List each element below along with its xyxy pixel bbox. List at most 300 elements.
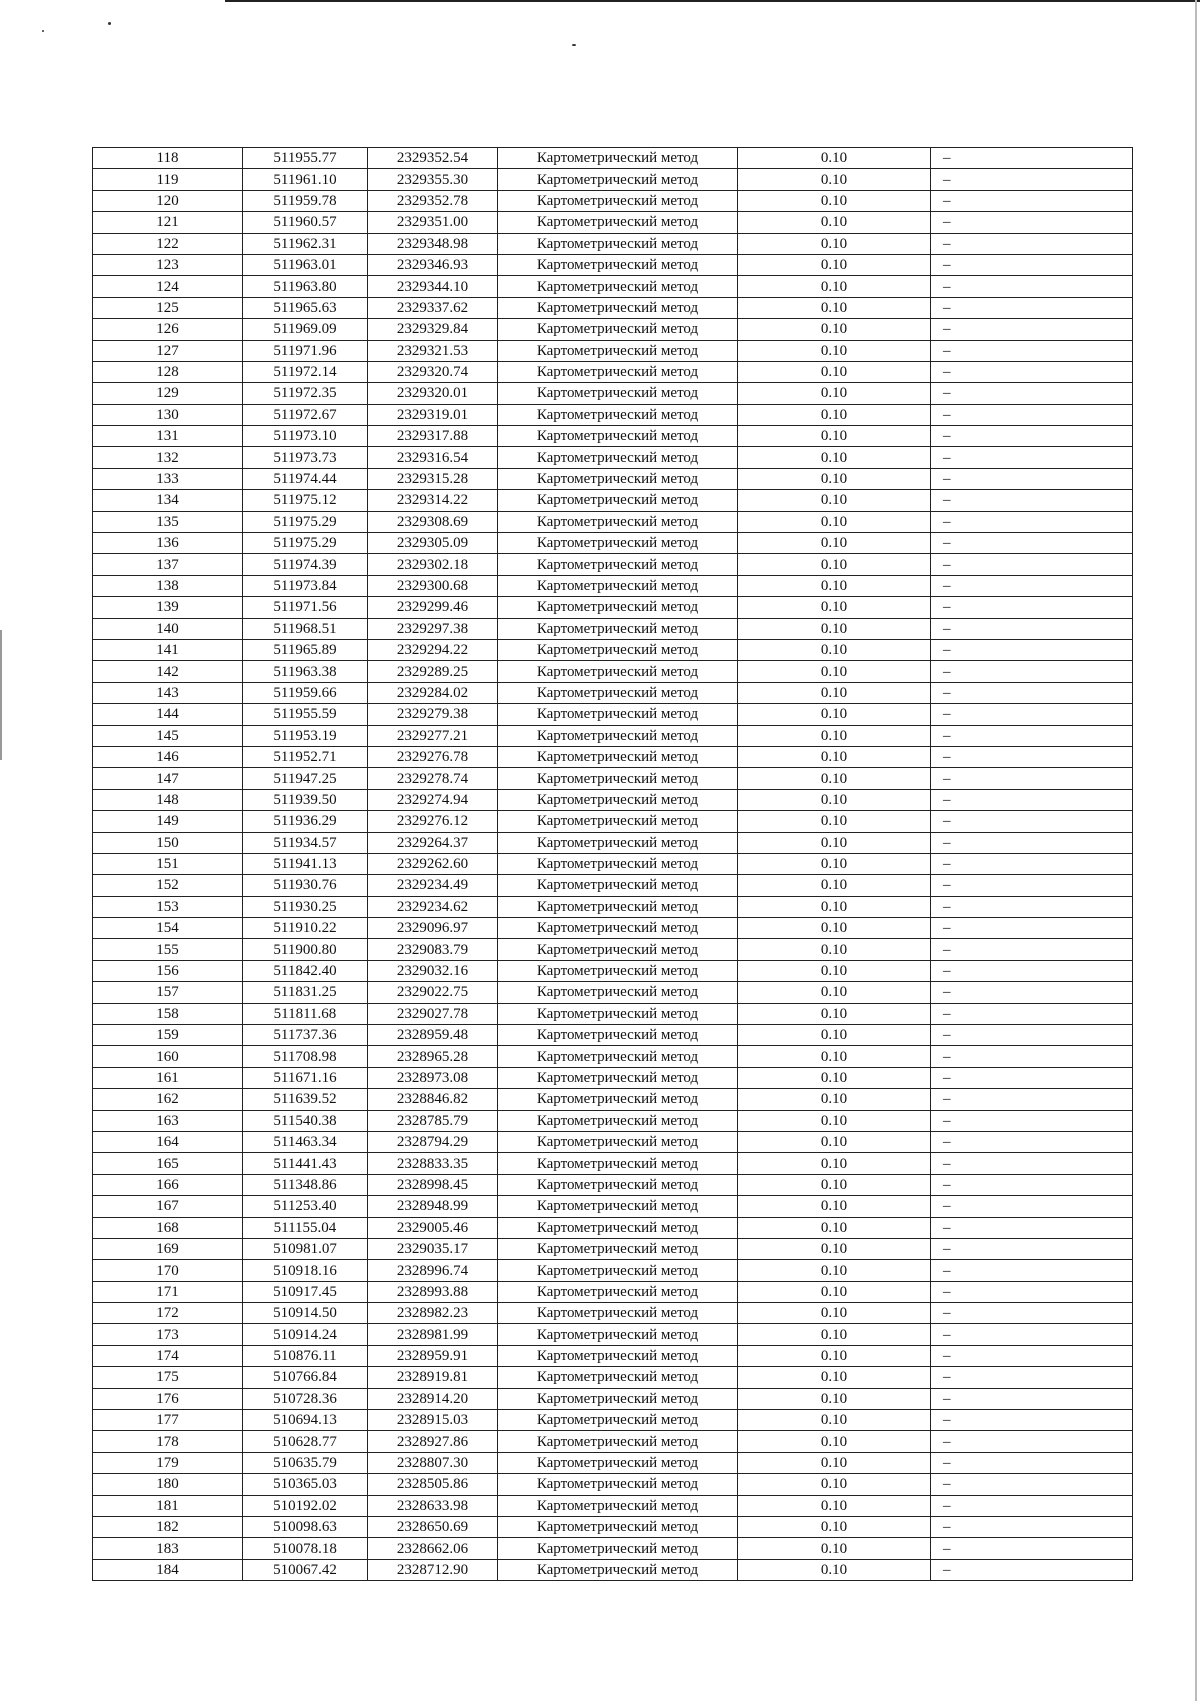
y-coordinate-cell: 2329315.28 (368, 468, 498, 489)
point-number-cell: 154 (93, 918, 243, 939)
accuracy-cell: 0.10 (738, 1538, 931, 1559)
table-row (93, 1367, 1133, 1388)
accuracy-cell: 0.10 (738, 1303, 931, 1324)
table-row (93, 361, 1133, 382)
coordinates-table (92, 147, 1133, 1581)
x-coordinate-cell: 511441.43 (243, 1153, 368, 1174)
table-row (93, 468, 1133, 489)
point-number-cell: 144 (93, 704, 243, 725)
table-row (93, 1410, 1133, 1431)
method-cell: Картометрический метод (498, 554, 738, 575)
x-coordinate-cell: 511639.52 (243, 1089, 368, 1110)
table-row (93, 1131, 1133, 1152)
x-coordinate-cell: 511348.86 (243, 1174, 368, 1195)
description-cell: – (931, 1495, 1133, 1516)
description-cell: – (931, 169, 1133, 190)
table-row (93, 618, 1133, 639)
point-number-cell: 141 (93, 639, 243, 660)
table-row (93, 1303, 1133, 1324)
method-cell: Картометрический метод (498, 340, 738, 361)
table-row (93, 148, 1133, 169)
accuracy-cell: 0.10 (738, 276, 931, 297)
x-coordinate-cell: 511955.77 (243, 148, 368, 169)
y-coordinate-cell: 2328996.74 (368, 1260, 498, 1281)
y-coordinate-cell: 2329351.00 (368, 212, 498, 233)
y-coordinate-cell: 2329308.69 (368, 511, 498, 532)
point-number-cell: 135 (93, 511, 243, 532)
table-row (93, 918, 1133, 939)
y-coordinate-cell: 2329317.88 (368, 426, 498, 447)
method-cell: Картометрический метод (498, 1067, 738, 1088)
x-coordinate-cell: 511831.25 (243, 982, 368, 1003)
x-coordinate-cell: 511253.40 (243, 1196, 368, 1217)
y-coordinate-cell: 2328973.08 (368, 1067, 498, 1088)
y-coordinate-cell: 2328965.28 (368, 1046, 498, 1067)
scan-right-edge (1195, 0, 1197, 1701)
description-cell: – (931, 682, 1133, 703)
method-cell: Картометрический метод (498, 982, 738, 1003)
x-coordinate-cell: 511952.71 (243, 746, 368, 767)
y-coordinate-cell: 2328981.99 (368, 1324, 498, 1345)
description-cell: – (931, 1238, 1133, 1259)
x-coordinate-cell: 511959.66 (243, 682, 368, 703)
y-coordinate-cell: 2329346.93 (368, 254, 498, 275)
point-number-cell: 140 (93, 618, 243, 639)
description-cell: – (931, 1046, 1133, 1067)
accuracy-cell: 0.10 (738, 661, 931, 682)
y-coordinate-cell: 2329352.78 (368, 190, 498, 211)
y-coordinate-cell: 2328959.91 (368, 1345, 498, 1366)
y-coordinate-cell: 2329302.18 (368, 554, 498, 575)
description-cell: – (931, 1431, 1133, 1452)
point-number-cell: 142 (93, 661, 243, 682)
x-coordinate-cell: 511972.67 (243, 404, 368, 425)
method-cell: Картометрический метод (498, 169, 738, 190)
y-coordinate-cell: 2328993.88 (368, 1281, 498, 1302)
point-number-cell: 152 (93, 875, 243, 896)
x-coordinate-cell: 511973.10 (243, 426, 368, 447)
method-cell: Картометрический метод (498, 811, 738, 832)
method-cell: Картометрический метод (498, 618, 738, 639)
table-row (93, 1046, 1133, 1067)
point-number-cell: 145 (93, 725, 243, 746)
y-coordinate-cell: 2329234.62 (368, 896, 498, 917)
method-cell: Картометрический метод (498, 1217, 738, 1238)
method-cell: Картометрический метод (498, 1281, 738, 1302)
description-cell: – (931, 212, 1133, 233)
point-number-cell: 132 (93, 447, 243, 468)
accuracy-cell: 0.10 (738, 212, 931, 233)
point-number-cell: 139 (93, 597, 243, 618)
method-cell: Картометрический метод (498, 1388, 738, 1409)
x-coordinate-cell: 511974.39 (243, 554, 368, 575)
y-coordinate-cell: 2328633.98 (368, 1495, 498, 1516)
x-coordinate-cell: 511965.63 (243, 297, 368, 318)
point-number-cell: 118 (93, 148, 243, 169)
accuracy-cell: 0.10 (738, 1431, 931, 1452)
description-cell: – (931, 1410, 1133, 1431)
x-coordinate-cell: 511955.59 (243, 704, 368, 725)
table-row (93, 1474, 1133, 1495)
scan-left-mark (0, 630, 2, 760)
point-number-cell: 169 (93, 1238, 243, 1259)
description-cell: – (931, 511, 1133, 532)
x-coordinate-cell: 511968.51 (243, 618, 368, 639)
x-coordinate-cell: 511941.13 (243, 853, 368, 874)
accuracy-cell: 0.10 (738, 1131, 931, 1152)
table-row (93, 1431, 1133, 1452)
method-cell: Картометрический метод (498, 1559, 738, 1580)
method-cell: Картометрический метод (498, 1345, 738, 1366)
point-number-cell: 129 (93, 383, 243, 404)
point-number-cell: 122 (93, 233, 243, 254)
point-number-cell: 175 (93, 1367, 243, 1388)
method-cell: Картометрический метод (498, 682, 738, 703)
method-cell: Картометрический метод (498, 918, 738, 939)
x-coordinate-cell: 510914.50 (243, 1303, 368, 1324)
table-row (93, 1238, 1133, 1259)
y-coordinate-cell: 2329348.98 (368, 233, 498, 254)
x-coordinate-cell: 510917.45 (243, 1281, 368, 1302)
table-row (93, 254, 1133, 275)
description-cell: – (931, 1517, 1133, 1538)
description-cell: – (931, 233, 1133, 254)
point-number-cell: 127 (93, 340, 243, 361)
accuracy-cell: 0.10 (738, 853, 931, 874)
table-row (93, 319, 1133, 340)
accuracy-cell: 0.10 (738, 789, 931, 810)
point-number-cell: 126 (93, 319, 243, 340)
description-cell: – (931, 297, 1133, 318)
table-row (93, 297, 1133, 318)
point-number-cell: 179 (93, 1452, 243, 1473)
method-cell: Картометрический метод (498, 1474, 738, 1495)
method-cell: Картометрический метод (498, 1495, 738, 1516)
accuracy-cell: 0.10 (738, 468, 931, 489)
accuracy-cell: 0.10 (738, 1260, 931, 1281)
description-cell: – (931, 853, 1133, 874)
method-cell: Картометрический метод (498, 1367, 738, 1388)
description-cell: – (931, 1345, 1133, 1366)
x-coordinate-cell: 511671.16 (243, 1067, 368, 1088)
method-cell: Картометрический метод (498, 1431, 738, 1452)
point-number-cell: 136 (93, 533, 243, 554)
y-coordinate-cell: 2329320.74 (368, 361, 498, 382)
accuracy-cell: 0.10 (738, 939, 931, 960)
x-coordinate-cell: 511973.84 (243, 575, 368, 596)
description-cell: – (931, 1452, 1133, 1473)
y-coordinate-cell: 2329032.16 (368, 960, 498, 981)
point-number-cell: 162 (93, 1089, 243, 1110)
description-cell: – (931, 832, 1133, 853)
table-row (93, 832, 1133, 853)
x-coordinate-cell: 511930.76 (243, 875, 368, 896)
x-coordinate-cell: 510728.36 (243, 1388, 368, 1409)
table-row (93, 1452, 1133, 1473)
accuracy-cell: 0.10 (738, 1174, 931, 1195)
x-coordinate-cell: 511963.80 (243, 276, 368, 297)
point-number-cell: 181 (93, 1495, 243, 1516)
description-cell: – (931, 575, 1133, 596)
description-cell: – (931, 490, 1133, 511)
x-coordinate-cell: 511155.04 (243, 1217, 368, 1238)
point-number-cell: 143 (93, 682, 243, 703)
description-cell: – (931, 1003, 1133, 1024)
description-cell: – (931, 597, 1133, 618)
point-number-cell: 178 (93, 1431, 243, 1452)
point-number-cell: 120 (93, 190, 243, 211)
table-row (93, 1517, 1133, 1538)
table-row (93, 575, 1133, 596)
accuracy-cell: 0.10 (738, 639, 931, 660)
method-cell: Картометрический метод (498, 1452, 738, 1473)
method-cell: Картометрический метод (498, 148, 738, 169)
y-coordinate-cell: 2329277.21 (368, 725, 498, 746)
method-cell: Картометрический метод (498, 1410, 738, 1431)
method-cell: Картометрический метод (498, 233, 738, 254)
point-number-cell: 164 (93, 1131, 243, 1152)
description-cell: – (931, 1025, 1133, 1046)
point-number-cell: 123 (93, 254, 243, 275)
y-coordinate-cell: 2329005.46 (368, 1217, 498, 1238)
scan-speck (108, 22, 111, 25)
y-coordinate-cell: 2328662.06 (368, 1538, 498, 1559)
x-coordinate-cell: 511737.36 (243, 1025, 368, 1046)
table-row (93, 1153, 1133, 1174)
y-coordinate-cell: 2329321.53 (368, 340, 498, 361)
accuracy-cell: 0.10 (738, 618, 931, 639)
accuracy-cell: 0.10 (738, 896, 931, 917)
table-row (93, 682, 1133, 703)
accuracy-cell: 0.10 (738, 233, 931, 254)
accuracy-cell: 0.10 (738, 1452, 931, 1473)
accuracy-cell: 0.10 (738, 811, 931, 832)
x-coordinate-cell: 511961.10 (243, 169, 368, 190)
table-row (93, 212, 1133, 233)
y-coordinate-cell: 2329264.37 (368, 832, 498, 853)
method-cell: Картометрический метод (498, 661, 738, 682)
method-cell: Картометрический метод (498, 704, 738, 725)
method-cell: Картометрический метод (498, 490, 738, 511)
y-coordinate-cell: 2329320.01 (368, 383, 498, 404)
table-row (93, 1345, 1133, 1366)
description-cell: – (931, 468, 1133, 489)
y-coordinate-cell: 2329276.12 (368, 811, 498, 832)
x-coordinate-cell: 511962.31 (243, 233, 368, 254)
y-coordinate-cell: 2328927.86 (368, 1431, 498, 1452)
accuracy-cell: 0.10 (738, 1474, 931, 1495)
description-cell: – (931, 1153, 1133, 1174)
x-coordinate-cell: 510981.07 (243, 1238, 368, 1259)
point-number-cell: 165 (93, 1153, 243, 1174)
method-cell: Картометрический метод (498, 361, 738, 382)
point-number-cell: 174 (93, 1345, 243, 1366)
method-cell: Картометрический метод (498, 1324, 738, 1345)
method-cell: Картометрический метод (498, 875, 738, 896)
accuracy-cell: 0.10 (738, 1003, 931, 1024)
table-row (93, 1003, 1133, 1024)
method-cell: Картометрический метод (498, 853, 738, 874)
y-coordinate-cell: 2329314.22 (368, 490, 498, 511)
scan-speck (572, 44, 576, 46)
method-cell: Картометрический метод (498, 1303, 738, 1324)
table-row (93, 1495, 1133, 1516)
description-cell: – (931, 1110, 1133, 1131)
x-coordinate-cell: 511934.57 (243, 832, 368, 853)
description-cell: – (931, 383, 1133, 404)
table-row (93, 404, 1133, 425)
x-coordinate-cell: 510067.42 (243, 1559, 368, 1580)
y-coordinate-cell: 2328919.81 (368, 1367, 498, 1388)
description-cell: – (931, 1538, 1133, 1559)
y-coordinate-cell: 2329035.17 (368, 1238, 498, 1259)
accuracy-cell: 0.10 (738, 575, 931, 596)
y-coordinate-cell: 2329316.54 (368, 447, 498, 468)
accuracy-cell: 0.10 (738, 1559, 931, 1580)
x-coordinate-cell: 511965.89 (243, 639, 368, 660)
accuracy-cell: 0.10 (738, 190, 931, 211)
table-row (93, 511, 1133, 532)
x-coordinate-cell: 510918.16 (243, 1260, 368, 1281)
table-row (93, 190, 1133, 211)
point-number-cell: 128 (93, 361, 243, 382)
description-cell: – (931, 725, 1133, 746)
accuracy-cell: 0.10 (738, 1345, 931, 1366)
description-cell: – (931, 618, 1133, 639)
table-row (93, 939, 1133, 960)
description-cell: – (931, 982, 1133, 1003)
description-cell: – (931, 340, 1133, 361)
accuracy-cell: 0.10 (738, 1324, 931, 1345)
accuracy-cell: 0.10 (738, 704, 931, 725)
accuracy-cell: 0.10 (738, 1046, 931, 1067)
point-number-cell: 151 (93, 853, 243, 874)
point-number-cell: 177 (93, 1410, 243, 1431)
accuracy-cell: 0.10 (738, 340, 931, 361)
y-coordinate-cell: 2329279.38 (368, 704, 498, 725)
accuracy-cell: 0.10 (738, 319, 931, 340)
y-coordinate-cell: 2328712.90 (368, 1559, 498, 1580)
accuracy-cell: 0.10 (738, 169, 931, 190)
accuracy-cell: 0.10 (738, 682, 931, 703)
x-coordinate-cell: 511963.01 (243, 254, 368, 275)
method-cell: Картометрический метод (498, 832, 738, 853)
y-coordinate-cell: 2329319.01 (368, 404, 498, 425)
description-cell: – (931, 811, 1133, 832)
method-cell: Картометрический метод (498, 1517, 738, 1538)
description-cell: – (931, 661, 1133, 682)
x-coordinate-cell: 510766.84 (243, 1367, 368, 1388)
accuracy-cell: 0.10 (738, 511, 931, 532)
y-coordinate-cell: 2328807.30 (368, 1452, 498, 1473)
table-row (93, 554, 1133, 575)
method-cell: Картометрический метод (498, 789, 738, 810)
method-cell: Картометрический метод (498, 1538, 738, 1559)
y-coordinate-cell: 2329022.75 (368, 982, 498, 1003)
x-coordinate-cell: 510098.63 (243, 1517, 368, 1538)
table-row (93, 768, 1133, 789)
accuracy-cell: 0.10 (738, 960, 931, 981)
method-cell: Картометрический метод (498, 426, 738, 447)
x-coordinate-cell: 511974.44 (243, 468, 368, 489)
description-cell: – (931, 896, 1133, 917)
description-cell: – (931, 1089, 1133, 1110)
table-row (93, 960, 1133, 981)
accuracy-cell: 0.10 (738, 1238, 931, 1259)
accuracy-cell: 0.10 (738, 746, 931, 767)
method-cell: Картометрический метод (498, 468, 738, 489)
x-coordinate-cell: 510635.79 (243, 1452, 368, 1473)
y-coordinate-cell: 2328948.99 (368, 1196, 498, 1217)
description-cell: – (931, 1217, 1133, 1238)
method-cell: Картометрический метод (498, 1238, 738, 1259)
accuracy-cell: 0.10 (738, 1067, 931, 1088)
description-cell: – (931, 190, 1133, 211)
x-coordinate-cell: 511972.14 (243, 361, 368, 382)
accuracy-cell: 0.10 (738, 447, 931, 468)
y-coordinate-cell: 2329262.60 (368, 853, 498, 874)
description-cell: – (931, 148, 1133, 169)
x-coordinate-cell: 511842.40 (243, 960, 368, 981)
x-coordinate-cell: 511936.29 (243, 811, 368, 832)
scan-speck (42, 30, 44, 32)
point-number-cell: 182 (93, 1517, 243, 1538)
point-number-cell: 171 (93, 1281, 243, 1302)
x-coordinate-cell: 511971.96 (243, 340, 368, 361)
y-coordinate-cell: 2329299.46 (368, 597, 498, 618)
description-cell: – (931, 533, 1133, 554)
accuracy-cell: 0.10 (738, 1281, 931, 1302)
x-coordinate-cell: 510694.13 (243, 1410, 368, 1431)
method-cell: Картометрический метод (498, 212, 738, 233)
y-coordinate-cell: 2328833.35 (368, 1153, 498, 1174)
description-cell: – (931, 789, 1133, 810)
point-number-cell: 168 (93, 1217, 243, 1238)
x-coordinate-cell: 511975.12 (243, 490, 368, 511)
table-row (93, 1025, 1133, 1046)
description-cell: – (931, 404, 1133, 425)
scan-top-edge (225, 0, 1200, 2)
accuracy-cell: 0.10 (738, 426, 931, 447)
method-cell: Картометрический метод (498, 383, 738, 404)
table-row (93, 704, 1133, 725)
method-cell: Картометрический метод (498, 939, 738, 960)
x-coordinate-cell: 510078.18 (243, 1538, 368, 1559)
method-cell: Картометрический метод (498, 1260, 738, 1281)
y-coordinate-cell: 2329096.97 (368, 918, 498, 939)
description-cell: – (931, 1559, 1133, 1580)
y-coordinate-cell: 2329329.84 (368, 319, 498, 340)
y-coordinate-cell: 2329274.94 (368, 789, 498, 810)
x-coordinate-cell: 511972.35 (243, 383, 368, 404)
table-row (93, 661, 1133, 682)
point-number-cell: 131 (93, 426, 243, 447)
accuracy-cell: 0.10 (738, 361, 931, 382)
point-number-cell: 184 (93, 1559, 243, 1580)
method-cell: Картометрический метод (498, 896, 738, 917)
x-coordinate-cell: 510192.02 (243, 1495, 368, 1516)
method-cell: Картометрический метод (498, 1131, 738, 1152)
accuracy-cell: 0.10 (738, 404, 931, 425)
description-cell: – (931, 554, 1133, 575)
point-number-cell: 146 (93, 746, 243, 767)
point-number-cell: 173 (93, 1324, 243, 1345)
description-cell: – (931, 319, 1133, 340)
y-coordinate-cell: 2329305.09 (368, 533, 498, 554)
accuracy-cell: 0.10 (738, 875, 931, 896)
description-cell: – (931, 960, 1133, 981)
point-number-cell: 134 (93, 490, 243, 511)
